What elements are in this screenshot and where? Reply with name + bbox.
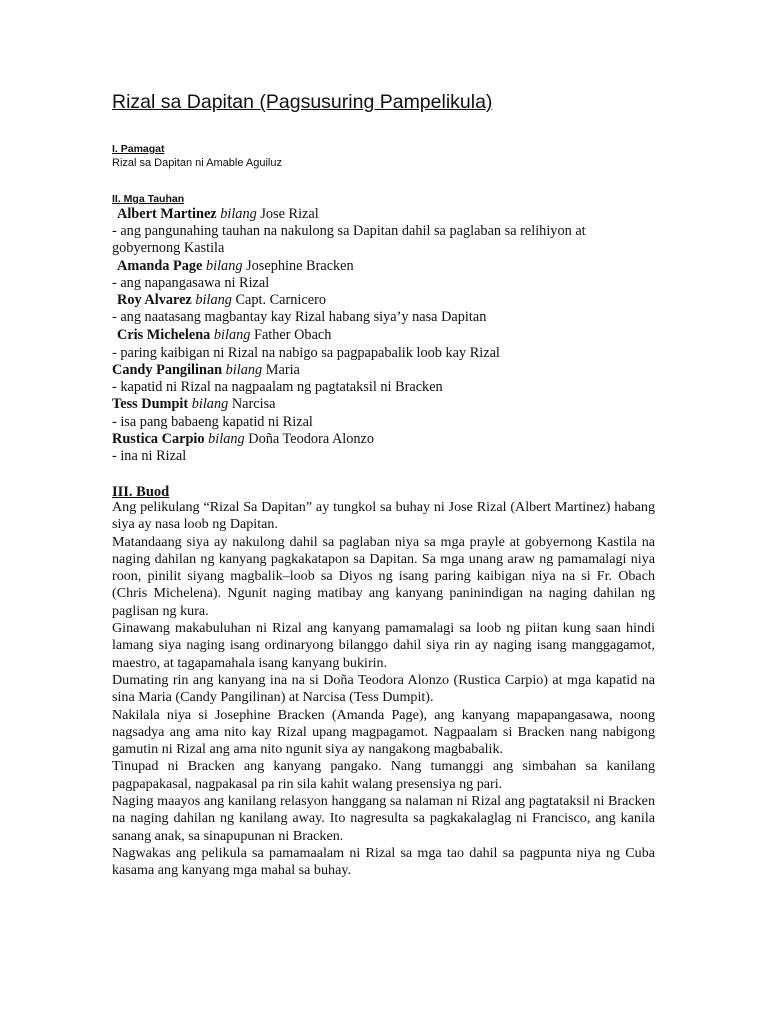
cast-description: - kapatid ni Rizal na nagpaalam ng pagtataksil ni Bracken (112, 379, 443, 395)
document-title: Rizal sa Dapitan (Pagsusuring Pampelikula) (112, 91, 493, 113)
buod-paragraph: Nakilala niya si Josephine Bracken (Amanda Page), ang kanyang mapapangasawa, noong nagsadya ang ama nito kay Rizal upang magpagamot. Nagpaalam si Bracken nang nabigong gamutin ni Rizal ang ama nito ngunit siya ay nangakong magbabalik. (112, 706, 655, 758)
cast-entry: Albert Martinez bilang Jose Rizal (117, 206, 319, 222)
cast-description: - ang napangasawa ni Rizal (112, 275, 270, 291)
buod-body (112, 499, 655, 880)
pamagat-text: Rizal sa Dapitan ni Amable Aguiluz (112, 157, 282, 169)
cast-entry: Amanda Page bilang Josephine Bracken (117, 258, 354, 274)
buod-paragraph: Nagwakas ang pelikula sa pamamaalam ni Rizal sa mga tao dahil sa pagpunta niya ng Cuba kasama ang kanyang mga mahal sa buhay. (112, 844, 655, 879)
buod-paragraph: Matandaang siya ay nakulong dahil sa paglaban niya sa mga prayle at gobyernong Kastila na naging dahilan ng kanyang pagkakatapon sa Dapitan. Sa mga unang araw ng pamamalagi niya roon, pinilit siyang magbalik–loob sa Diyos ng isang paring kaibigan niya na si Fr. Obach (Chris Michelena). Ngunit naging matibay ang kanyang paninindigan na naging dahilan ng paglisan ng kura. (112, 533, 655, 619)
cast-entry: Rustica Carpio bilang Doña Teodora Alonzo (112, 431, 375, 447)
section-heading-buod: III. Buod (112, 484, 170, 500)
cast-description: - isa pang babaeng kapatid ni Rizal (112, 414, 313, 430)
cast-description: - paring kaibigan ni Rizal na nabigo sa pagpapabalik loob kay Rizal (112, 345, 500, 361)
cast-entry: Candy Pangilinan bilang Maria (112, 362, 300, 378)
buod-paragraph: Ang pelikulang “Rizal Sa Dapitan” ay tungkol sa buhay ni Jose Rizal (Albert Martinez) habang siya ay nasa loob ng Dapitan. (112, 499, 655, 533)
cast-description: gobyernong Kastila (112, 240, 225, 256)
cast-description: - ang naatasang magbantay kay Rizal habang siya’y nasa Dapitan (112, 309, 487, 325)
cast-description: - ang pangunahing tauhan na nakulong sa Dapitan dahil sa paglaban sa relihiyon at (112, 223, 586, 239)
section-heading-pamagat: I. Pamagat (112, 143, 165, 155)
cast-description: - ina ni Rizal (112, 448, 187, 464)
section-heading-tauhan: II. Mga Tauhan (112, 193, 185, 205)
buod-paragraph: Tinupad ni Bracken ang kanyang pangako. Nang tumanggi ang simbahan sa kanilang pagpapakasal, nagpakasal pa rin sila kahit walang presensiya ng pari. (112, 758, 655, 792)
cast-entry: Tess Dumpit bilang Narcisa (112, 396, 276, 412)
cast-entry: Roy Alvarez bilang Capt. Carnicero (117, 292, 326, 308)
buod-paragraph: Dumating rin ang kanyang ina na si Doña Teodora Alonzo (Rustica Carpio) at mga kapatid na sina Maria (Candy Pangilinan) at Narcisa (Tess Dumpit). (112, 671, 655, 706)
buod-paragraph: Ginawang makabuluhan ni Rizal ang kanyang pamamalagi sa loob ng piitan kung saan hindi lamang siya naging isang ordinaryong bilanggo dahil siya rin ay naging isang manggagamot, maestro, at tagapamahala isang kanyang bukirin. (112, 620, 655, 671)
cast-entry: Cris Michelena bilang Father Obach (117, 327, 332, 343)
buod-paragraph: Naging maayos ang kanilang relasyon hanggang sa nalaman ni Rizal ang pagtataksil ni Bracken na naging dahilan ng kanilang away. Ito nagresulta sa pagkakalaglag ni Francisco, ang kanila sanang anak, sa sinapupunan ni Bracken. (112, 793, 655, 844)
